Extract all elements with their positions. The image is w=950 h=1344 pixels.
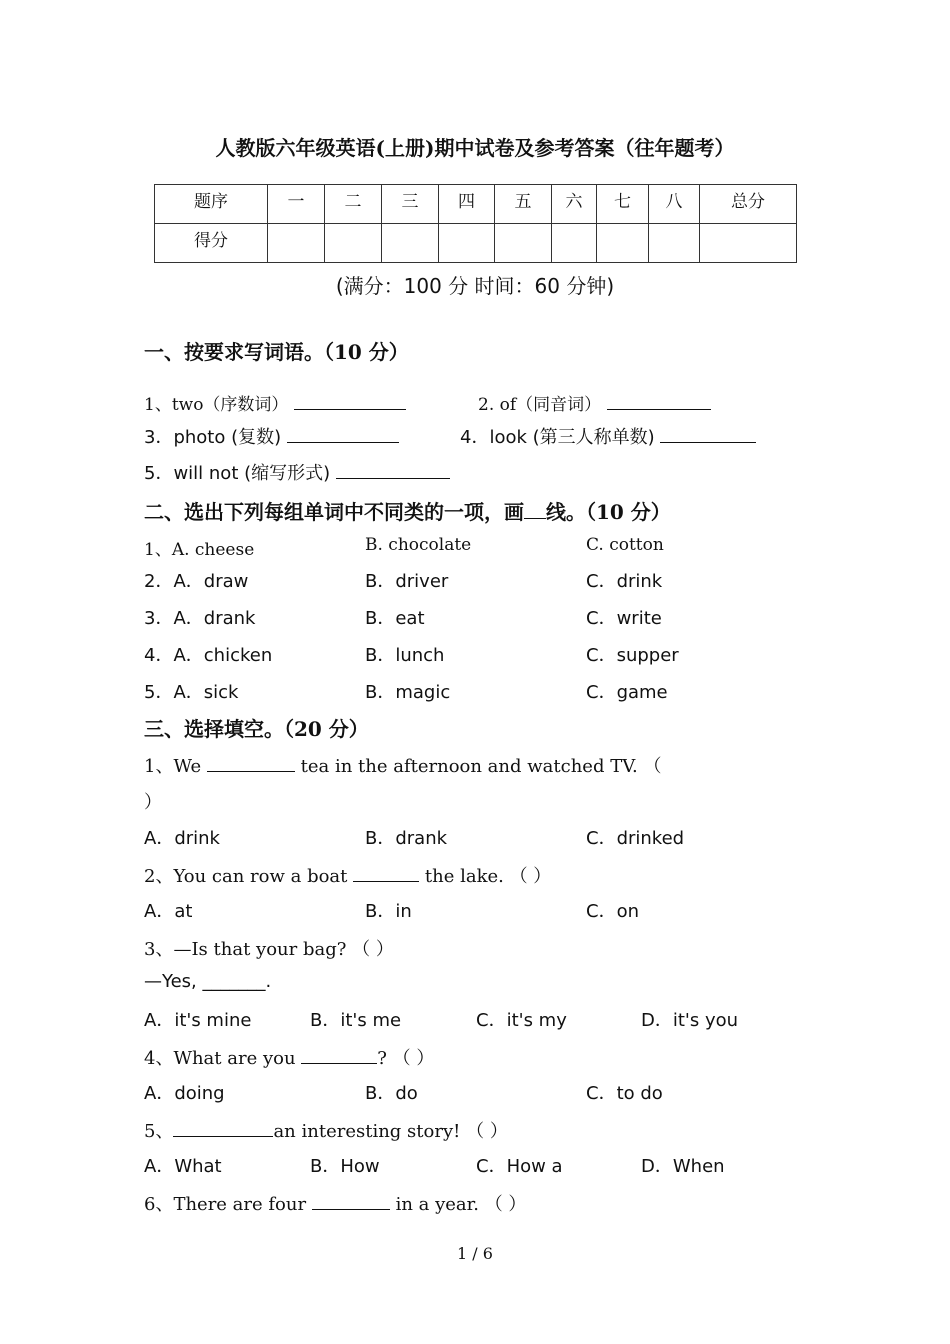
s3-q3-option-b[interactable]: B．it's me — [310, 1010, 402, 1031]
s2-row-3-c: C．write — [586, 608, 662, 629]
s3-q1-option-b[interactable]: B．drank — [365, 828, 448, 849]
s2-row-4-a: 4．A．chicken — [144, 645, 273, 666]
s2-row-5-c: C．game — [586, 682, 668, 703]
question-text: an interesting story! （ ） — [273, 1121, 508, 1142]
header-cell: 八 — [649, 185, 700, 224]
s1-question-5 — [144, 459, 450, 485]
s2-row-2-b: B．driver — [365, 571, 449, 592]
header-cell: 七 — [597, 185, 649, 224]
section-3-heading: 三、选择填空。（20 分） — [144, 717, 369, 741]
header-cell: 四 — [439, 185, 495, 224]
s1-question-3 — [144, 423, 399, 449]
question-text: 5、 — [144, 1121, 174, 1142]
s3-question-5 — [144, 1117, 508, 1143]
s3-q5-option-b[interactable]: B．How — [310, 1156, 380, 1177]
answer-blank[interactable] — [173, 1135, 273, 1137]
s3-q5-option-c[interactable]: C．How a — [476, 1156, 563, 1177]
s3-q4-option-c[interactable]: C．to do — [586, 1083, 663, 1104]
s2-row-2-c: C．drink — [586, 571, 663, 592]
heading-text: 线。（10 分） — [546, 500, 671, 524]
score-table — [154, 184, 797, 263]
question-text: 5．will not (缩写形式) — [144, 463, 331, 484]
header-cell: 一 — [268, 185, 325, 224]
answer-blank[interactable] — [336, 477, 450, 479]
answer-blank[interactable] — [301, 1062, 377, 1064]
s3-question-1-paren: ） — [144, 792, 162, 813]
s1-question-1 — [144, 390, 406, 415]
answer-blank[interactable] — [287, 441, 399, 443]
s3-question-2 — [144, 862, 551, 888]
question-text: 2、You can row a boat — [144, 866, 348, 887]
header-cell: 题序 — [155, 185, 268, 224]
s3-question-3-answer: —Yes, _______. — [144, 971, 272, 992]
header-cell: 总分 — [700, 185, 797, 224]
row-label: 得分 — [155, 224, 268, 263]
question-text: 2. of（同音词） — [478, 395, 602, 415]
score-table-score-row — [155, 224, 797, 263]
s3-question-1 — [144, 752, 662, 778]
s2-row-2-a: 2．A．draw — [144, 571, 249, 592]
s3-q3-option-c[interactable]: C．it's my — [476, 1010, 567, 1031]
question-text: 1、two（序数词） — [144, 395, 289, 415]
exam-note: (满分：100 分 时间：60 分钟) — [335, 274, 615, 298]
s2-row-3-a: 3．A．drank — [144, 608, 256, 629]
s3-q1-option-c[interactable]: C．drinked — [586, 828, 685, 849]
answer-blank[interactable] — [294, 408, 406, 410]
s1-question-2 — [478, 390, 711, 415]
header-cell: 六 — [552, 185, 597, 224]
s2-row-4-b: B．lunch — [365, 645, 445, 666]
header-cell: 五 — [495, 185, 552, 224]
answer-blank[interactable] — [660, 441, 756, 443]
score-cell[interactable] — [700, 224, 797, 263]
question-text: 6、There are four — [144, 1194, 307, 1215]
answer-blank[interactable] — [207, 770, 295, 772]
s3-q2-option-c[interactable]: C．on — [586, 901, 639, 922]
s1-question-4 — [460, 423, 756, 449]
s2-row-4-c: C．supper — [586, 645, 679, 666]
s3-q5-option-a[interactable]: A．What — [144, 1156, 222, 1177]
score-cell[interactable] — [649, 224, 700, 263]
score-cell[interactable] — [597, 224, 649, 263]
score-cell[interactable] — [439, 224, 495, 263]
question-text: in a year. （ ） — [395, 1194, 527, 1215]
header-cell: 三 — [382, 185, 439, 224]
s2-row-1-b: B. chocolate — [365, 535, 472, 555]
score-cell[interactable] — [495, 224, 552, 263]
s3-question-3: 3、—Is that your bag? （ ） — [144, 939, 394, 960]
s3-q3-option-a[interactable]: A．it's mine — [144, 1010, 252, 1031]
heading-text: 二、选出下列每组单词中不同类的一项，画 — [144, 500, 524, 524]
s3-question-4 — [144, 1044, 434, 1070]
score-cell[interactable] — [268, 224, 325, 263]
s3-q2-option-a[interactable]: A．at — [144, 901, 193, 922]
question-text: ? （ ） — [377, 1048, 435, 1069]
s3-q2-option-b[interactable]: B．in — [365, 901, 412, 922]
s2-row-1-c: C. cotton — [586, 535, 664, 555]
score-cell[interactable] — [382, 224, 439, 263]
question-text: the lake. （ ） — [424, 866, 552, 887]
question-text: 1、We — [144, 756, 202, 777]
s3-q4-option-a[interactable]: A．doing — [144, 1083, 225, 1104]
s3-q5-option-d[interactable]: D．When — [641, 1156, 725, 1177]
underline-mark — [524, 517, 546, 519]
s3-q4-option-b[interactable]: B．do — [365, 1083, 418, 1104]
answer-blank[interactable] — [312, 1208, 390, 1210]
score-table-header-row — [155, 185, 797, 224]
s2-row-5-a: 5．A．sick — [144, 682, 239, 703]
s3-question-6 — [144, 1190, 526, 1216]
section-1-heading: 一、按要求写词语。（10 分） — [144, 340, 409, 364]
s2-row-5-b: B．magic — [365, 682, 451, 703]
answer-blank[interactable] — [607, 408, 711, 410]
question-text: tea in the afternoon and watched TV. （ — [300, 756, 662, 777]
question-text: 4、What are you — [144, 1048, 296, 1069]
s3-q3-option-d[interactable]: D．it's you — [641, 1010, 739, 1031]
question-text: 3．photo (复数) — [144, 427, 282, 448]
header-cell: 二 — [325, 185, 382, 224]
page-number: 1 / 6 — [457, 1244, 493, 1263]
section-2-heading — [144, 496, 671, 525]
answer-blank[interactable] — [353, 880, 419, 882]
s3-q1-option-a[interactable]: A．drink — [144, 828, 220, 849]
score-cell[interactable] — [552, 224, 597, 263]
question-text: 4．look (第三人称单数) — [460, 427, 655, 448]
s2-row-1-a: 1、A. cheese — [144, 540, 255, 560]
score-cell[interactable] — [325, 224, 382, 263]
page-title: 人教版六年级英语(上册)期中试卷及参考答案（往年题考） — [215, 136, 735, 160]
s2-row-3-b: B．eat — [365, 608, 425, 629]
